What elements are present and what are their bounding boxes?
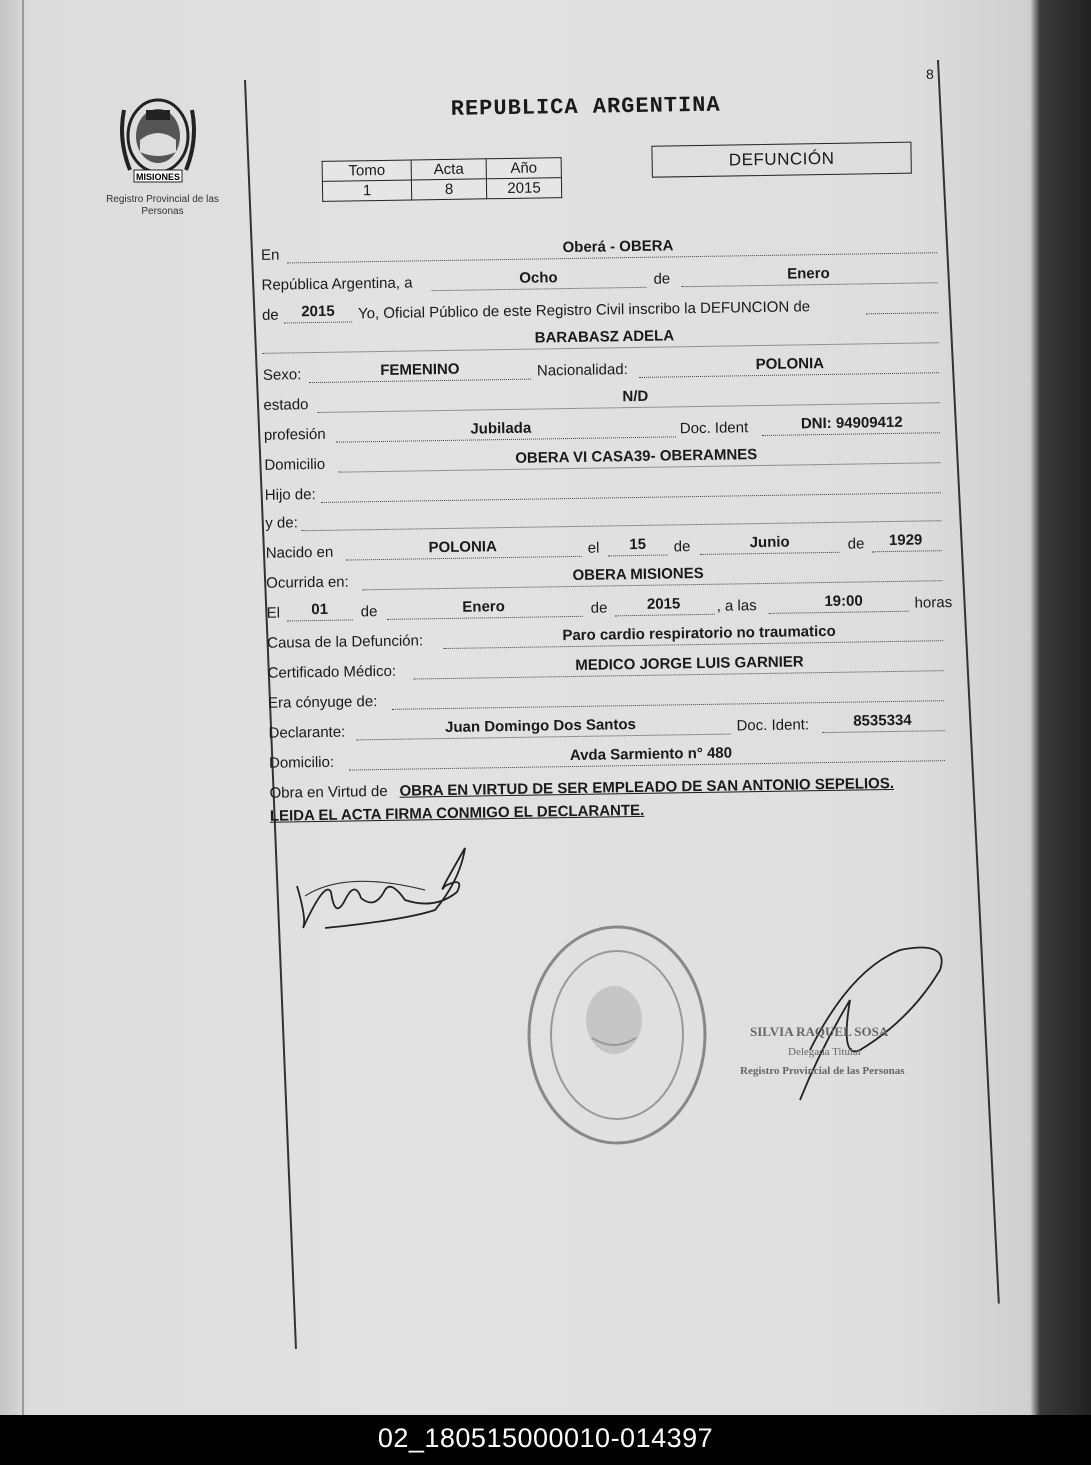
label-conyuge: Era cónyuge de: (267, 693, 378, 712)
registry-table (322, 157, 563, 202)
label-alas: , a las (716, 597, 757, 615)
fill-line (392, 680, 944, 710)
label-de: de (653, 270, 671, 288)
row-date (253, 261, 953, 296)
registry-header-acta: Acta (411, 159, 486, 180)
row-place (253, 231, 953, 266)
value-death-time: 19:00 (824, 592, 863, 611)
official-name: SILVIA RAQUEL SOSA (750, 1024, 889, 1039)
value-birth-month: Junio (749, 533, 790, 552)
row-deceased (254, 321, 954, 356)
value-declarant-domicile: Avda Sarmiento n° 480 (569, 744, 733, 765)
label-El: El (266, 604, 281, 622)
label-ocurrida: Ocurrida en: (266, 573, 349, 592)
label-en: En (260, 246, 280, 264)
value-physician: MEDICO JORGE LUIS GARNIER (575, 653, 804, 674)
row-year (254, 291, 954, 326)
fill-line (301, 500, 941, 531)
value-birth-year: 1929 (888, 531, 923, 550)
value-year: 2015 (301, 302, 335, 321)
label-doc-ident: Doc. Ident (679, 419, 749, 438)
row-birth (258, 529, 958, 564)
value-civil-status: N/D (622, 387, 649, 406)
value-month: Enero (787, 264, 830, 283)
registry-header-ano: Año (486, 158, 561, 179)
value-death-year: 2015 (646, 595, 681, 613)
row-profession (256, 411, 956, 446)
row-spouse (260, 679, 960, 714)
label-declarante: Declarante: (268, 723, 346, 742)
row-sex (255, 351, 955, 386)
label-horas: horas (914, 594, 953, 612)
row-certificate (259, 649, 959, 684)
label-domicilio: Domicilio (264, 455, 326, 474)
page-edge (22, 0, 24, 1415)
official-stamp (522, 920, 712, 1150)
label-profesion: profesión (263, 425, 326, 444)
value-closing: LEIDA EL ACTA FIRMA CONMIGO EL DECLARANTE. (269, 801, 645, 825)
value-death-place: OBERA MISIONES (572, 564, 704, 584)
official-org: Registro Provincial de las Personas (740, 1065, 905, 1077)
value-place: Oberá - OBERA (562, 237, 674, 257)
registry-value-acta: 8 (411, 179, 486, 200)
row-declarant-domicile (261, 739, 961, 774)
org-name: Registro Provincial de las Personas (106, 194, 219, 217)
value-obra: OBRA EN VIRTUD DE SER EMPLEADO DE SAN ANTONIO SEPELIOS. (399, 774, 895, 800)
country-title: REPUBLICA ARGENTINA (450, 92, 721, 122)
record-type-box: DEFUNCIÓN (651, 142, 911, 178)
registry-value-ano: 2015 (486, 178, 561, 199)
label-yde: y de: (265, 514, 298, 532)
value-declarant-doc: 8535334 (853, 711, 912, 730)
row-death-place (258, 559, 958, 594)
value-deceased-name: BARABASZ ADELA (534, 327, 675, 347)
registry-header-tomo: Tomo (322, 160, 411, 181)
row-cause (259, 619, 959, 654)
label-estado: estado (263, 396, 309, 414)
label-nacido: Nacido en (265, 543, 334, 562)
act-body (250, 49, 992, 860)
provincial-logo (112, 90, 204, 188)
label-de: de (847, 535, 865, 553)
label-certificado: Certificado Médico: (267, 662, 397, 682)
value-birth-day: 15 (629, 535, 647, 554)
fill-line (866, 292, 938, 314)
value-day: Ocho (519, 269, 558, 287)
value-domicile: OBERA VI CASA39- OBERAMNES (515, 446, 758, 467)
label-de: de (360, 603, 378, 621)
fill-line (321, 472, 941, 503)
value-sex: FEMENINO (380, 360, 460, 379)
label-obra: Obra en Virtud de (269, 782, 388, 802)
row-obra (261, 769, 961, 804)
label-officer: Yo, Oficial Público de este Registro Civil inscribo la DEFUNCION de (357, 298, 811, 323)
svg-text:MISIONES: MISIONES (135, 172, 181, 182)
value-death-month: Enero (462, 598, 505, 616)
label-nacionalidad: Nacionalidad: (536, 361, 628, 380)
official-title: Delegada Titular (788, 1046, 862, 1058)
row-death-date (258, 589, 958, 624)
value-cause: Paro cardio respiratorio no traumatico (562, 622, 836, 645)
value-birth-place: POLONIA (428, 538, 497, 557)
label-domicilio-declarant: Domicilio: (268, 753, 335, 772)
row-domicile (256, 441, 956, 476)
label-de: de (590, 599, 608, 617)
label-el: el (587, 539, 600, 557)
value-doc-ident: DNI: 94909412 (800, 413, 903, 433)
value-nationality: POLONIA (755, 355, 825, 374)
declarant-signature (285, 840, 485, 940)
label-de: de (673, 538, 691, 556)
registry-value-tomo: 1 (322, 180, 411, 201)
label-doc-ident-declarant: Doc. Ident: (736, 716, 810, 735)
row-civil-status (255, 381, 955, 416)
official-signature (740, 940, 950, 1110)
value-death-day: 01 (311, 600, 329, 619)
file-id-bar: 02_180515000010-014397 (0, 1415, 1091, 1465)
label-republic: República Argentina, a (261, 274, 413, 294)
page-number: 8 (926, 66, 934, 82)
label-de: de (261, 306, 279, 324)
label-hijo: Hijo de: (264, 486, 316, 504)
value-profession: Jubilada (470, 419, 532, 438)
row-declarant (260, 709, 960, 744)
label-sexo: Sexo: (262, 366, 302, 384)
value-declarant: Juan Domingo Dos Santos (444, 716, 637, 737)
label-causa: Causa de la Defunción: (267, 632, 424, 652)
